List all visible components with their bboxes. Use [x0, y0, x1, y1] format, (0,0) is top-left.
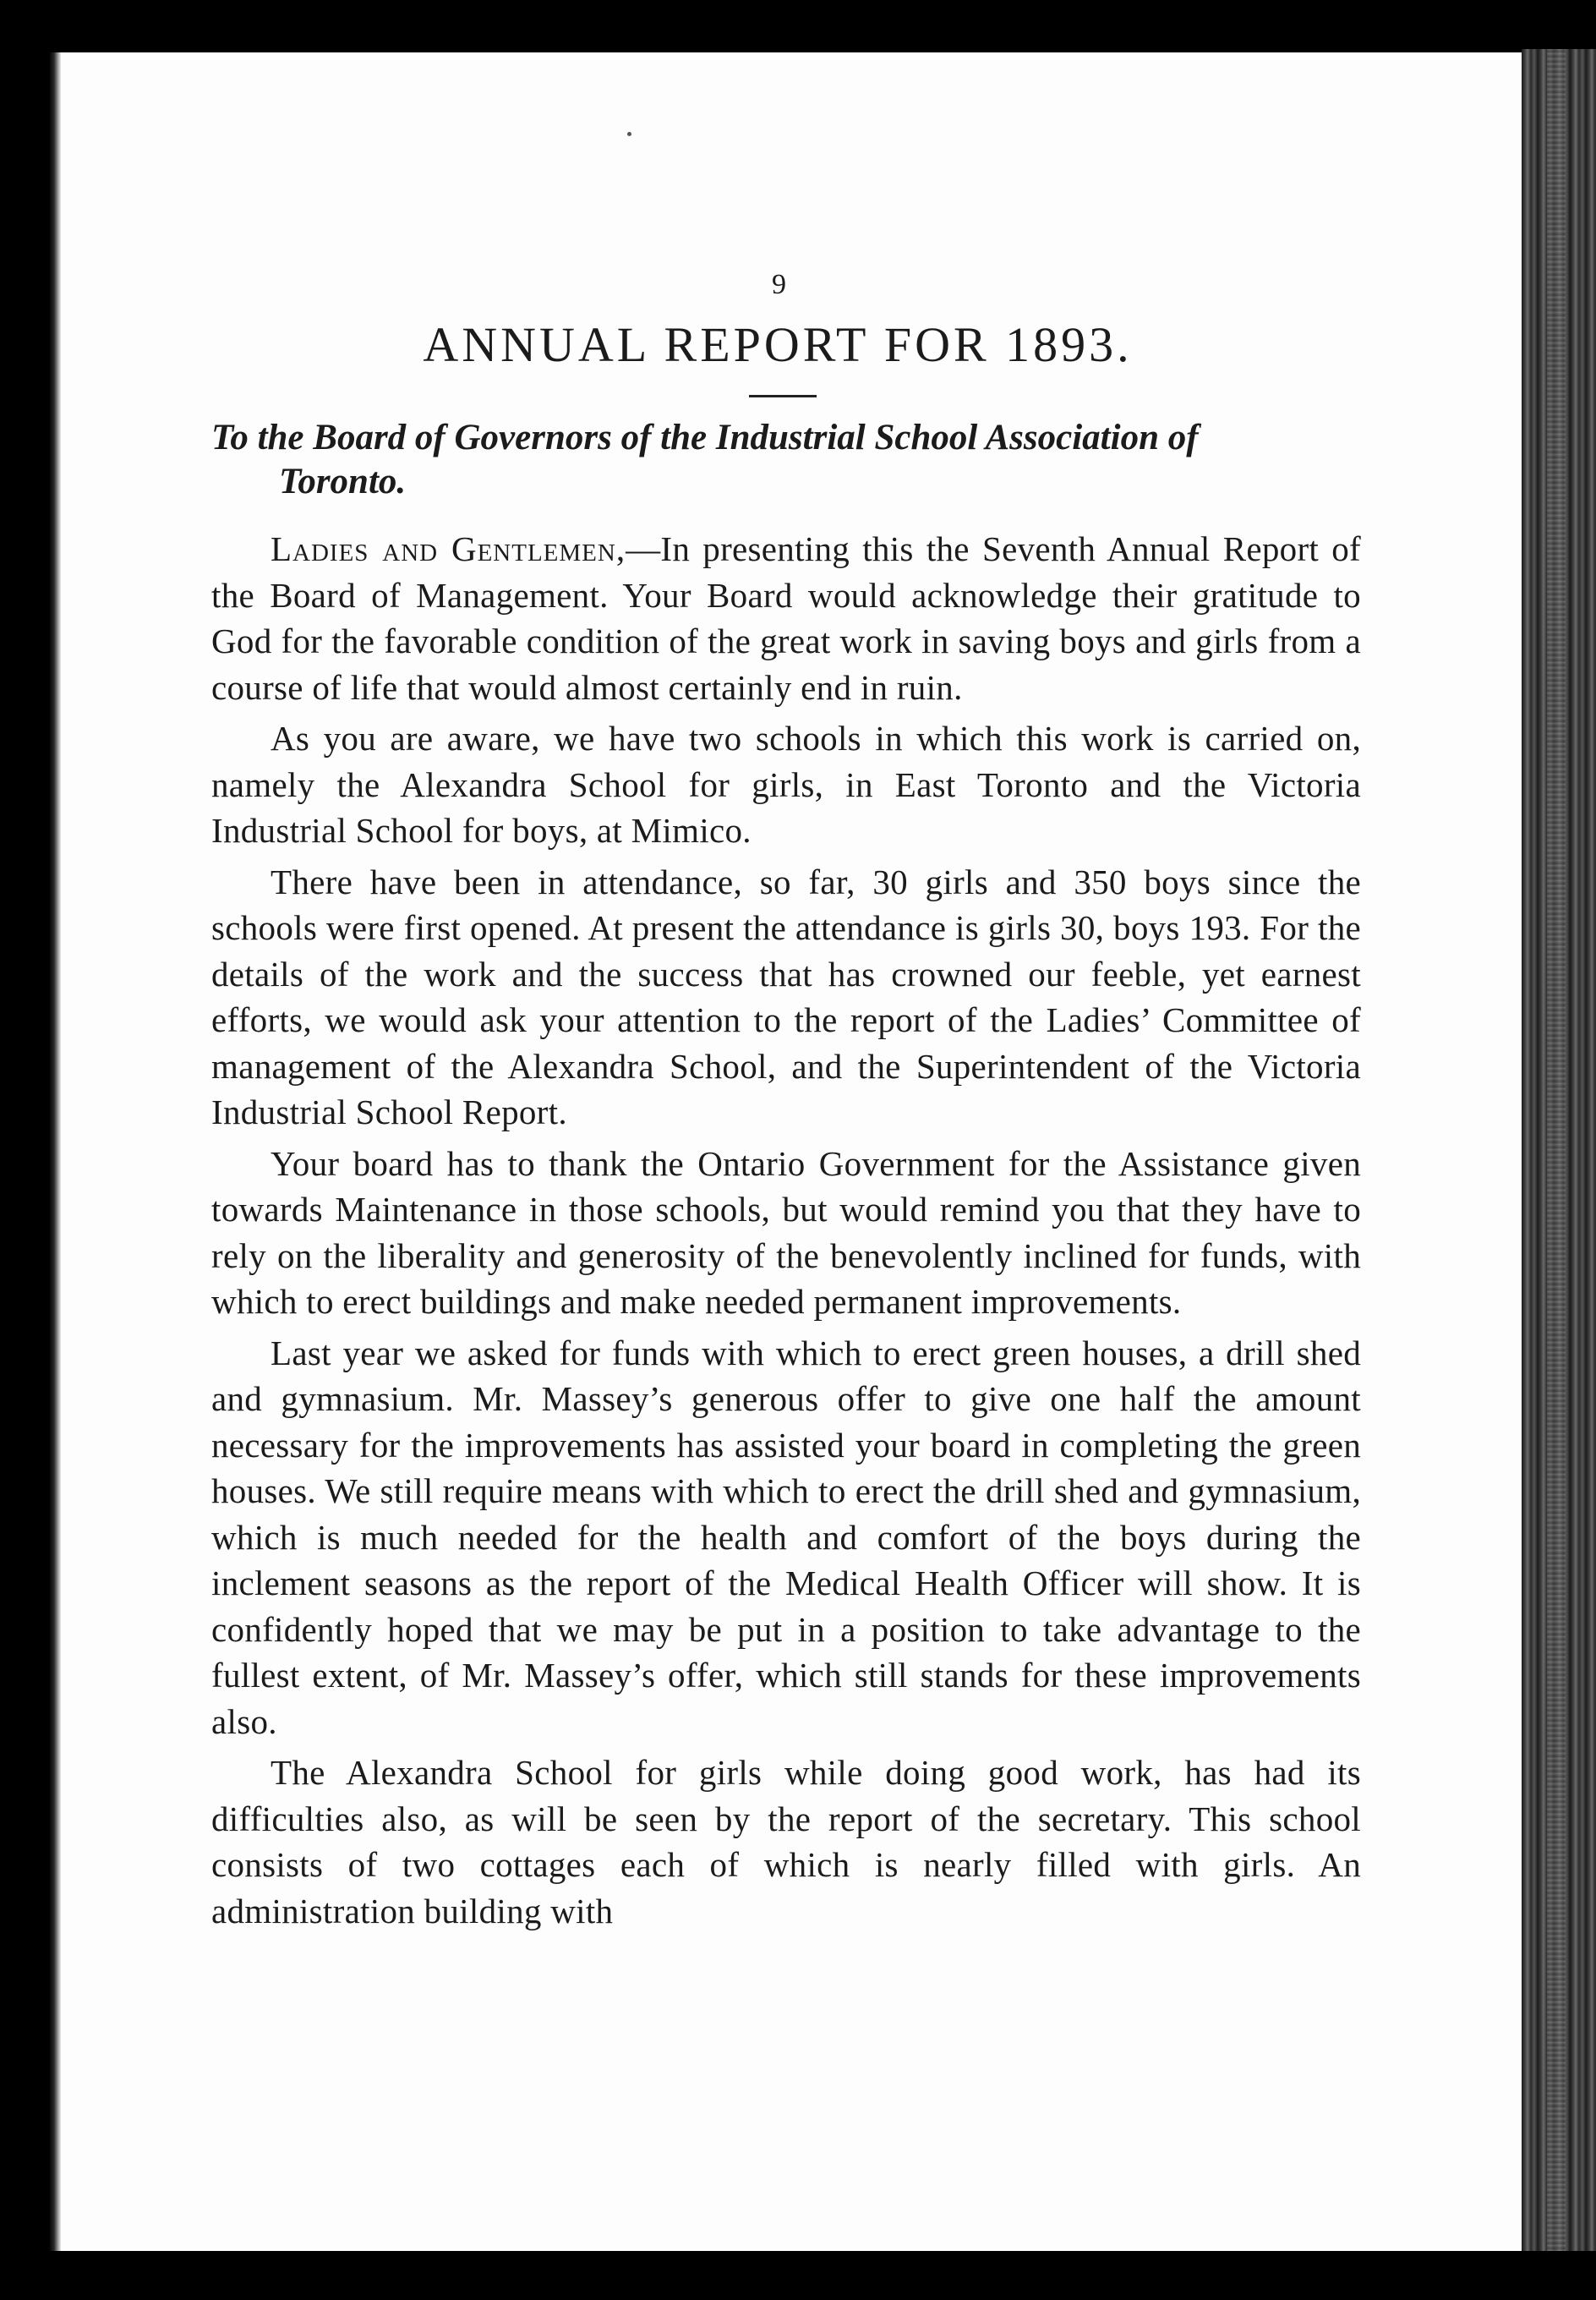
- paragraph-3: There have been in attendance, so far, 30 girls and 350 boys since the schools were first opened. At present the attendance is girls 30, boys 193. For the details of the work and the success that has crowned our feeble, yet earnest efforts, we would ask your attention to the report of the Ladies’ Committee of management of the Alexandra School, and the Superintendent of the Victoria Industrial School Report.: [211, 862, 1361, 1131]
- book-binding-edge: [1522, 49, 1596, 2259]
- paragraph-4: Your board has to thank the Ontario Government for the Assistance given towards Maintenance in those schools, but would remind you that they have to rely on the liberality and generosity of the benevolently inclined for funds, with which to erect buildings and make needed permanent improvements.: [211, 1143, 1361, 1321]
- paragraph-1-text: —In presenting this the Seventh Annual Report of the Board of Management. Your Board would acknowledge their gratitude to God for the favorable condition of the great work in saving boys and girls from a course of life that would almost certainly end in ruin.: [211, 529, 1361, 707]
- paragraph-6: The Alexandra School for girls while doing good work, has had its difficulties also, as will be seen by the report of the secretary. This school consists of two cottages each of which is nearly filled with girls. An administration building with: [211, 1753, 1361, 1930]
- paragraph-1: [211, 526, 1361, 710]
- paper-speck: [627, 132, 631, 136]
- scan-border-left: [0, 52, 61, 2259]
- page-content: [144, 269, 1361, 1939]
- address-heading: [211, 416, 1361, 504]
- report-title: ANNUAL REPORT FOR 1893.: [423, 317, 1133, 372]
- paragraph-2: As you are aware, we have two schools in which this work is carried on, namely the Alexandra School for girls, in East Toronto and the Victoria Industrial School for boys, at Mimico.: [211, 719, 1361, 850]
- address-line-2: Toronto.: [279, 462, 407, 501]
- page-number: 9: [772, 269, 787, 300]
- title-divider: [749, 395, 817, 397]
- address-line-1: To the Board of Governors of the Industrial School Association of: [211, 418, 1199, 457]
- paragraph-5: Last year we asked for funds with which to erect green houses, a drill shed and gymnasium. Mr. Massey’s generous offer to give one half the amount necessary for the improvements has assisted your board in completing the green houses. We still require means with which to erect the drill shed and gymnasium, which is much needed for the health and comfort of the boys during the inclement seasons as the report of the Medical Health Officer will show. It is confidently hoped that we may be put in a position to take advantage to the fullest extent, of Mr. Massey’s offer, which still stands for these improvements also.: [211, 1333, 1361, 1741]
- scan-border-top: [0, 0, 1596, 52]
- salutation: Ladies and Gentlemen,: [271, 529, 626, 568]
- scan-border-bottom: [0, 2251, 1596, 2300]
